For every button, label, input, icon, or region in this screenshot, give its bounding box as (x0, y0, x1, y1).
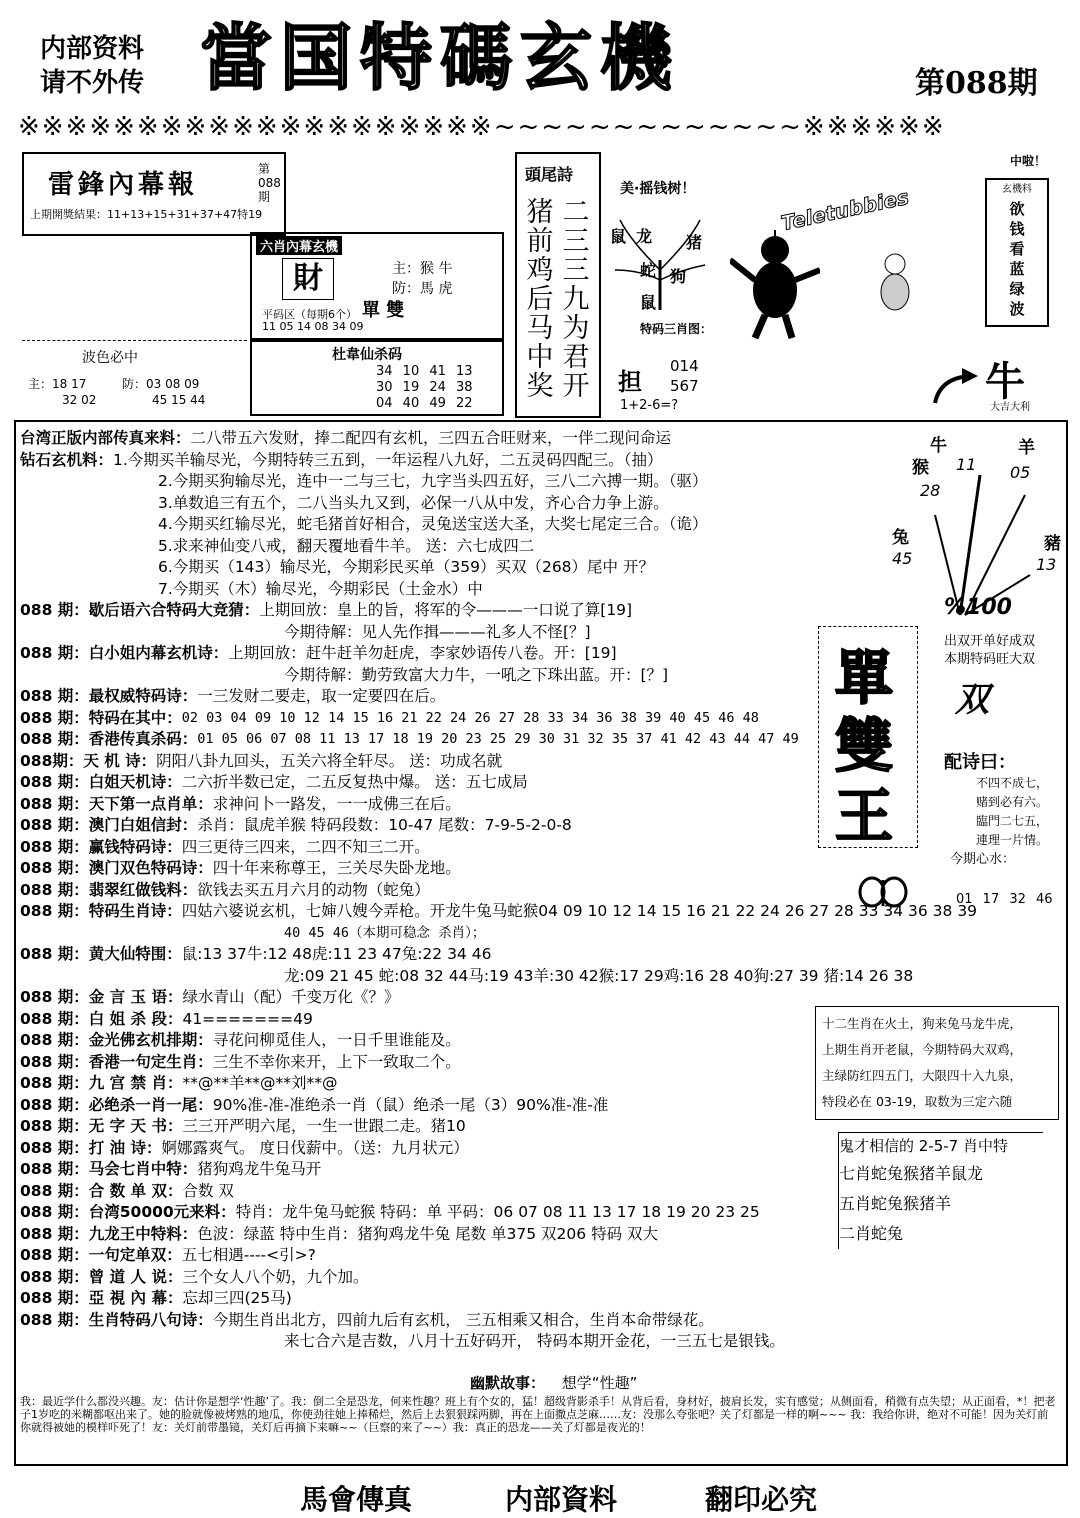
tree-illustration (600, 200, 720, 320)
poem-line-2: 赌到必有六。 (976, 795, 1049, 809)
row-label: 088 期：特码在其中： (20, 708, 182, 727)
guarantee-numbers: 014 567 (670, 357, 699, 395)
row-label: 088 期：台湾50000元来料： (20, 1203, 236, 1221)
content-row (20, 1288, 840, 1310)
content-row (20, 944, 840, 966)
row-text: 3.单数追三有五个，二八当头九又到，必保一八从中发，齐心合力争上游。 (158, 493, 669, 512)
page-title: 當国特碼玄機 (200, 15, 681, 100)
star-divider: ※※※※※※※※※※※※※※※※※※※※~~~~~~~~~~~~~※※※※※※ (18, 112, 946, 142)
row-text: 欲钱去买五月六月的动物（蛇兔） (197, 880, 430, 899)
story-header (470, 1372, 637, 1393)
poem-column-2: 猪前鸡后马中奖 (526, 197, 554, 402)
row-label: 088期：天 机 诗： (20, 751, 157, 770)
zodiac-monkey: 猴 (912, 458, 929, 478)
wave-main-1: 主：18 17 (28, 377, 87, 391)
content-row (20, 622, 840, 644)
kill-row-2: 30 19 24 38 (376, 380, 473, 395)
poem-column-1: 二三三九为君开 (562, 197, 590, 402)
content-row (20, 1073, 840, 1095)
row-label: 088 期：翡翠红做钱料： (20, 880, 198, 899)
row-text: 今期待解：见人先作揖———礼多人不怪[？] (284, 622, 591, 641)
content-row (20, 1181, 840, 1203)
content-row (20, 514, 840, 536)
ping-area-label: 平码区（每期6个） (262, 308, 357, 321)
row-label: 088 期：歇后语六合特码大竞猜： (20, 601, 260, 619)
content-row (20, 751, 840, 773)
row-label: 088 期：澳门双色特码诗： (20, 859, 213, 877)
row-label: 088 期：无 字 天 书： (20, 1117, 183, 1135)
row-label: 088 期：亞 視 內 幕： (20, 1289, 183, 1307)
content-row (20, 600, 840, 622)
content-row (20, 643, 840, 665)
content-row (20, 579, 840, 601)
content-row (20, 471, 840, 493)
poem-line-3: 臨門二七五， (976, 814, 1049, 828)
guarantee-equation: 1+2-6=? (620, 398, 679, 413)
content-row (20, 1138, 840, 1160)
teletubbies-brand: Teletubbies (778, 184, 911, 236)
content-row (20, 1159, 840, 1181)
row-text: 一三发财二要走，取一定要四在后。 (197, 687, 446, 705)
row-text: 01 05 06 07 08 11 13 17 18 19 20 23 25 29 30 31 32 35 37 41 42 43 44 47 49 (197, 731, 799, 747)
hand-45: 45 (892, 549, 913, 568)
row-label: 088 期：生肖特码八句诗： (20, 1310, 213, 1329)
content-row (20, 966, 914, 988)
row-label: 088 期：九 宫 禁 肖： (20, 1074, 183, 1092)
ghost-believe-1: 七肖蛇兔猴猪羊鼠龙 (839, 1164, 984, 1183)
zodiac-pig: 豬 (1044, 534, 1061, 554)
ping-area-numbers: 11 05 14 08 34 09 (262, 320, 364, 333)
row-text: 五七相遇----<引>? (181, 1246, 316, 1264)
content-row (20, 794, 840, 816)
wave-color-title: 波色必中 (82, 350, 138, 366)
guard-zodiac: 防：馬 虎 (392, 281, 453, 297)
row-text: 02 03 04 09 10 12 14 15 16 21 22 24 26 27 28 33 34 36 38 39 40 45 46 48 (181, 709, 759, 726)
row-text: 阴阳八卦九回头，五关六将全轩尽。 送：功成名就 (156, 751, 503, 770)
rebus-char: 双 (955, 680, 989, 720)
zodiac-note-1: 十二生肖在火土，狗来兔马龙牛虎， (822, 1016, 1023, 1031)
row-text: 杀肖：鼠虎羊猴 特码段数：10-47 尾数：7-9-5-2-0-8 (197, 816, 572, 834)
content-row (20, 708, 840, 730)
row-text: 合数 双 (182, 1181, 234, 1200)
row-text: 四姑六婆说玄机，七婶八嫂今弄枪。开龙牛兔马蛇猴04 09 10 12 14 15 16 21 22 24 26 27 28 33 34 36 38 39 (181, 902, 978, 920)
content-row (20, 450, 840, 472)
row-label: 088 期：黄大仙特围： (20, 945, 182, 963)
row-label: 088 期：必绝杀一肖一尾： (20, 1095, 213, 1114)
row-text: 上期回放：皇上的旨，将军的令———一口说了算[19] (259, 601, 633, 619)
row-text: 4.今期买红输尽光，蛇毛猪首好相合，灵兔送宝送大圣，大奖七尾定三合。（诡） (158, 515, 708, 533)
big-char-single: 單 (835, 644, 894, 712)
row-label: 088 期：赢钱特码诗： (20, 837, 182, 856)
row-text: 40 45 46（本期可稳念 杀肖）； (284, 924, 486, 941)
footer-center: 内部資料 (505, 1483, 618, 1516)
heart-label: 今期心水： (950, 852, 1016, 867)
content-row (20, 1310, 840, 1332)
kill-number-box (250, 340, 504, 416)
zodiac-sheep: 羊 (1018, 438, 1035, 458)
odd-even-label: 單 雙 (362, 300, 405, 321)
header-left (40, 32, 144, 100)
right-vertical-banner (985, 178, 1049, 327)
content-row (20, 772, 840, 794)
wave-main-2: 32 02 (62, 393, 97, 407)
content-row (20, 837, 840, 859)
right-vertical-text: 欲钱看蓝绿波 (1009, 200, 1025, 318)
content-row (20, 686, 840, 708)
row-label: 088 期：打 油 诗： (20, 1138, 162, 1157)
row-text: 忘却三四(25马) (182, 1289, 292, 1307)
row-label: 088 期：九龙王中特料： (20, 1224, 198, 1243)
heart-numbers: 01 17 32 46 (956, 892, 1053, 907)
row-text: 6.今期买（143）输尽光，今期彩民买单（359）买双（268）尾中 开？ (158, 558, 654, 576)
ghost-believe-box (838, 1132, 1043, 1249)
ghost-believe-3: 二肖蛇兔 (839, 1224, 904, 1243)
ghost-believe-title: 鬼才相信的 2-5-7 肖中特 (839, 1137, 1008, 1155)
row-label: 088 期：白 姐 杀 段： (20, 1009, 183, 1028)
hand-13: 13 (1036, 555, 1057, 574)
six-zodiac-title: 六肖內幕玄機 (256, 236, 342, 255)
row-text: 7.今期买（木）输尽光，今期彩民（土金水）中 (158, 579, 483, 598)
zodiac-note-3: 主绿防红四五门，大限四十入九泉， (822, 1068, 1023, 1083)
row-text: 5.求来神仙变八戒，翻天覆地看牛羊。 送：六七成四二 (158, 536, 535, 555)
content-row (20, 1052, 840, 1074)
row-text: 绿水青山（配）千变万化《？》 (182, 988, 400, 1006)
percent-100: %100 (944, 595, 1012, 620)
newspaper-box (22, 152, 286, 236)
row-label: 088 期：马会七肖中特： (20, 1160, 198, 1178)
zodiac-note-box (815, 1006, 1059, 1120)
content-row (20, 987, 840, 1009)
poem-title: 配诗曰： (944, 752, 1016, 773)
row-text: 龙:09 21 45 蛇:08 32 44马:19 43羊:30 42猴:17 29鸡:16 28 40狗:27 39 猪:14 26 38 (284, 966, 914, 985)
poem-line-4: 連理一片情。 (976, 833, 1049, 847)
content-row (20, 923, 840, 945)
content-row (20, 536, 840, 558)
butterfly-icon (858, 874, 908, 910)
arrow-icon (930, 368, 980, 408)
content-row (20, 1331, 840, 1353)
wealth-char: 財 (282, 258, 334, 300)
row-text: 2.今期买狗输尽光，连中一二与三七，九字当头四五好，三八二六搏一期。（驱） (158, 472, 708, 490)
row-text: 四三更待三四来，二四不知三二开。 (181, 837, 430, 856)
big-char-frame (818, 626, 918, 848)
kill-number-title: 杜韋仙杀码 (332, 347, 402, 363)
zodiac-note-2: 上期生肖开老鼠，今期特码大双鸡， (822, 1042, 1023, 1057)
row-text: 四十年来称尊王，三关尽失卧龙地。 (212, 859, 461, 877)
content-row (20, 1009, 840, 1031)
row-text: 41=======49 (182, 1009, 313, 1028)
content-row (20, 1224, 840, 1246)
newspaper-title: 雷鋒內幕報 (48, 170, 199, 200)
row-label: 088 期：金 言 玉 语： (20, 988, 183, 1006)
cow-char: 牛 (985, 359, 1025, 405)
row-text: 三生不幸你来开，上下一致取二个。 (212, 1052, 461, 1071)
content-row (20, 1116, 840, 1138)
row-text: 寻花问柳觅佳人，一日千里谁能及。 (212, 1031, 461, 1049)
row-label: 088 期：白小姐内幕玄机诗： (20, 644, 229, 662)
newspaper-issue: 第 088 期 (258, 162, 281, 204)
internal-material-label: 内部资料 (40, 34, 145, 64)
cow-caption: 大吉大利 (990, 402, 1030, 413)
poem-line-1: 不四不成七， (976, 776, 1049, 790)
row-text: 二八带五六发财，捧二配四有玄机，三四五合旺财来，一伴二现问命运 (190, 429, 672, 447)
comic-animal-6: 猪 (686, 233, 703, 252)
kill-row-1: 34 10 41 13 (376, 364, 473, 379)
teletubby-figure (730, 230, 820, 340)
comic-caption: 特码三肖图： (640, 322, 713, 336)
comic-animal-3: 蛇 (640, 261, 657, 280)
row-text: 今期生肖出北方，四前九后有玄机， 三五相乘又相合，生肖本命带绿花。 (212, 1310, 714, 1329)
zodiac-clock (880, 425, 1060, 625)
row-label: 088 期：金光佛玄机排期： (20, 1031, 213, 1049)
row-label: 088 期：特码生肖诗： (20, 902, 182, 920)
odd-note-1: 出双开单好成双 (944, 634, 1036, 649)
right-vertical-label: 玄機料 (1002, 184, 1032, 195)
content-row (20, 1202, 840, 1224)
row-text: 三三开严明六尾，一生一世跟二走。猪10 (182, 1117, 466, 1135)
comic-title: 美·摇钱树！ (620, 181, 696, 197)
row-text: 今期待解：勤劳致富大力牛，一吼之下珠出蓝。开：[？] (284, 665, 669, 684)
content-row (20, 729, 840, 751)
row-text: **@**羊**@**刘**@ (182, 1074, 338, 1092)
guarantee-label: 担 (618, 368, 642, 396)
comic-animal-2: 龙 (636, 227, 653, 246)
row-text: 鼠:13 37牛:12 48虎:11 23 47兔:22 34 46 (181, 945, 492, 963)
row-label: 088 期：澳门白姐信封： (20, 816, 198, 834)
six-zodiac-box (250, 232, 504, 340)
big-char-king: 王 (835, 782, 894, 850)
row-label: 088 期：香港传真杀码： (20, 730, 198, 748)
content-row (20, 858, 840, 880)
content-row (20, 815, 840, 837)
row-text: 猪狗鸡龙牛兔马开 (197, 1160, 322, 1178)
main-zodiac: 主：猴 牛 (392, 261, 453, 277)
newspaper-numbers: 上期開獎結果：11+13+15+31+37+47特19 (30, 208, 263, 221)
row-text: 三个女人八个奶，九个加。 (182, 1267, 369, 1286)
content-row (20, 665, 840, 687)
row-text: 色波：绿蓝 特中生肖：猪狗鸡龙牛兔 尾数 单375 双206 特码 双大 (197, 1224, 658, 1243)
no-share-label: 请不外传 (40, 68, 145, 98)
content-row (20, 428, 840, 450)
wave-color-box (22, 340, 247, 413)
head-tail-poem-title: 頭尾詩 (525, 165, 574, 184)
ghost-believe-2: 五肖蛇兔猴猪羊 (839, 1194, 952, 1213)
comic-animal-5: 鼠 (640, 293, 657, 312)
row-label: 088 期：一句定单双： (20, 1246, 182, 1264)
story-subtitle: 想学“性趣” (561, 1374, 638, 1392)
row-text: 二六折半数已定，二五反复热中爆。 送：五七成局 (181, 773, 528, 791)
issue-number: 第088期 (915, 66, 1038, 101)
row-label: 088 期：最权威特码诗： (20, 687, 198, 705)
content-row (20, 1267, 840, 1289)
hand-28: 28 (920, 481, 941, 500)
zodiac-rabbit: 兔 (892, 528, 909, 548)
kill-row-3: 04 40 49 22 (376, 396, 473, 411)
wave-guard-1: 防：03 08 09 (122, 377, 200, 391)
right-note-top: 中啦！ (1010, 154, 1047, 168)
row-text: 来七合六是吉数，八月十五好码开， 特码本期开金花，一三五七是银钱。 (284, 1332, 785, 1350)
comic-area (600, 150, 980, 415)
row-text: 婀娜露爽气。 度日伐薪中。（送：九月状元） (161, 1138, 469, 1157)
content-row (20, 901, 978, 923)
row-label: 088 期：曾 道 人 说： (20, 1267, 183, 1286)
footer-right: 翻印必究 (705, 1483, 818, 1516)
zodiac-note-4: 特段必在 03-19，取数为三定六随 (822, 1094, 1013, 1109)
row-label: 088 期：天下第一点肖单： (20, 794, 213, 813)
story-text: 我：最近学什么都没兴趣。友：估计你是想学‘性趣’了。我：倒二全是恐龙，何来性趣？班上有个女的，猛！超级背影杀手！从背后看，身材好，披肩长发，实有感觉；从侧面看，稍微有点失望；从正面看，*！把老子1岁吃的米糊都呕出来了。她的脸就像被烤熟的地瓜，你使劲往她上捧稀烂，然后上去狠狠踩两脚，再在上面撒点芝麻……友：没那么夸张吧？关了灯都是一样的啊~~~ 我：我给你讲，绝对不可能！因为关灯前你就得被她的模样吓死了！友：关灯前带墨镜，关灯后再摘下来嘛~~（巨察的来了~~）我：真正的恐龙——关了灯都是夜光的！ (20, 1395, 1056, 1434)
row-text: 求神问卜一路发，一一成佛三在后。 (212, 794, 461, 813)
row-text: 90%准-准-准绝杀一肖（鼠）绝杀一尾（3）90%准-准-准 (212, 1095, 609, 1114)
content-row (20, 493, 840, 515)
big-char-double: 雙 (835, 712, 894, 780)
odd-note-2: 本期特码旺大双 (944, 652, 1036, 667)
content-row (20, 1095, 840, 1117)
content-row (20, 557, 840, 579)
row-label: 088 期：白姐天机诗： (20, 773, 182, 791)
content-row (20, 880, 840, 902)
hand-11: 11 (956, 455, 977, 474)
row-label: 钻石玄机料： (20, 450, 114, 469)
content-row (20, 1030, 840, 1052)
hand-05: 05 (1010, 463, 1031, 482)
row-text: 上期回放：赶牛赶羊勿赶虎，李家妙语传八卷。开：[19] (228, 644, 617, 662)
comic-animal-1: 鼠 (610, 227, 627, 246)
comic-animal-4: 狗 (670, 267, 687, 286)
head-tail-poem-box (515, 152, 601, 418)
story-title: 幽默故事： (470, 1374, 546, 1392)
footer-left: 馬會傳真 (300, 1483, 413, 1516)
small-teletubby (870, 250, 920, 320)
row-text: 特肖：龙牛兔马蛇猴 特码：单 平码：06 07 08 11 13 17 18 19 20 23 25 (235, 1203, 760, 1221)
wave-guard-2: 45 15 44 (152, 393, 206, 407)
row-label: 台湾正版内部传真来料： (20, 429, 191, 447)
row-label: 088 期：香港一句定生肖： (20, 1052, 213, 1071)
zodiac-cow: 牛 (930, 436, 947, 456)
row-label: 088 期：合 数 单 双： (20, 1181, 183, 1200)
row-text: 1.今期买羊输尽光，今期特转三五到，一年运程八九好，二五灵码四配三。（抽） (113, 450, 663, 469)
content-row (20, 1245, 840, 1267)
